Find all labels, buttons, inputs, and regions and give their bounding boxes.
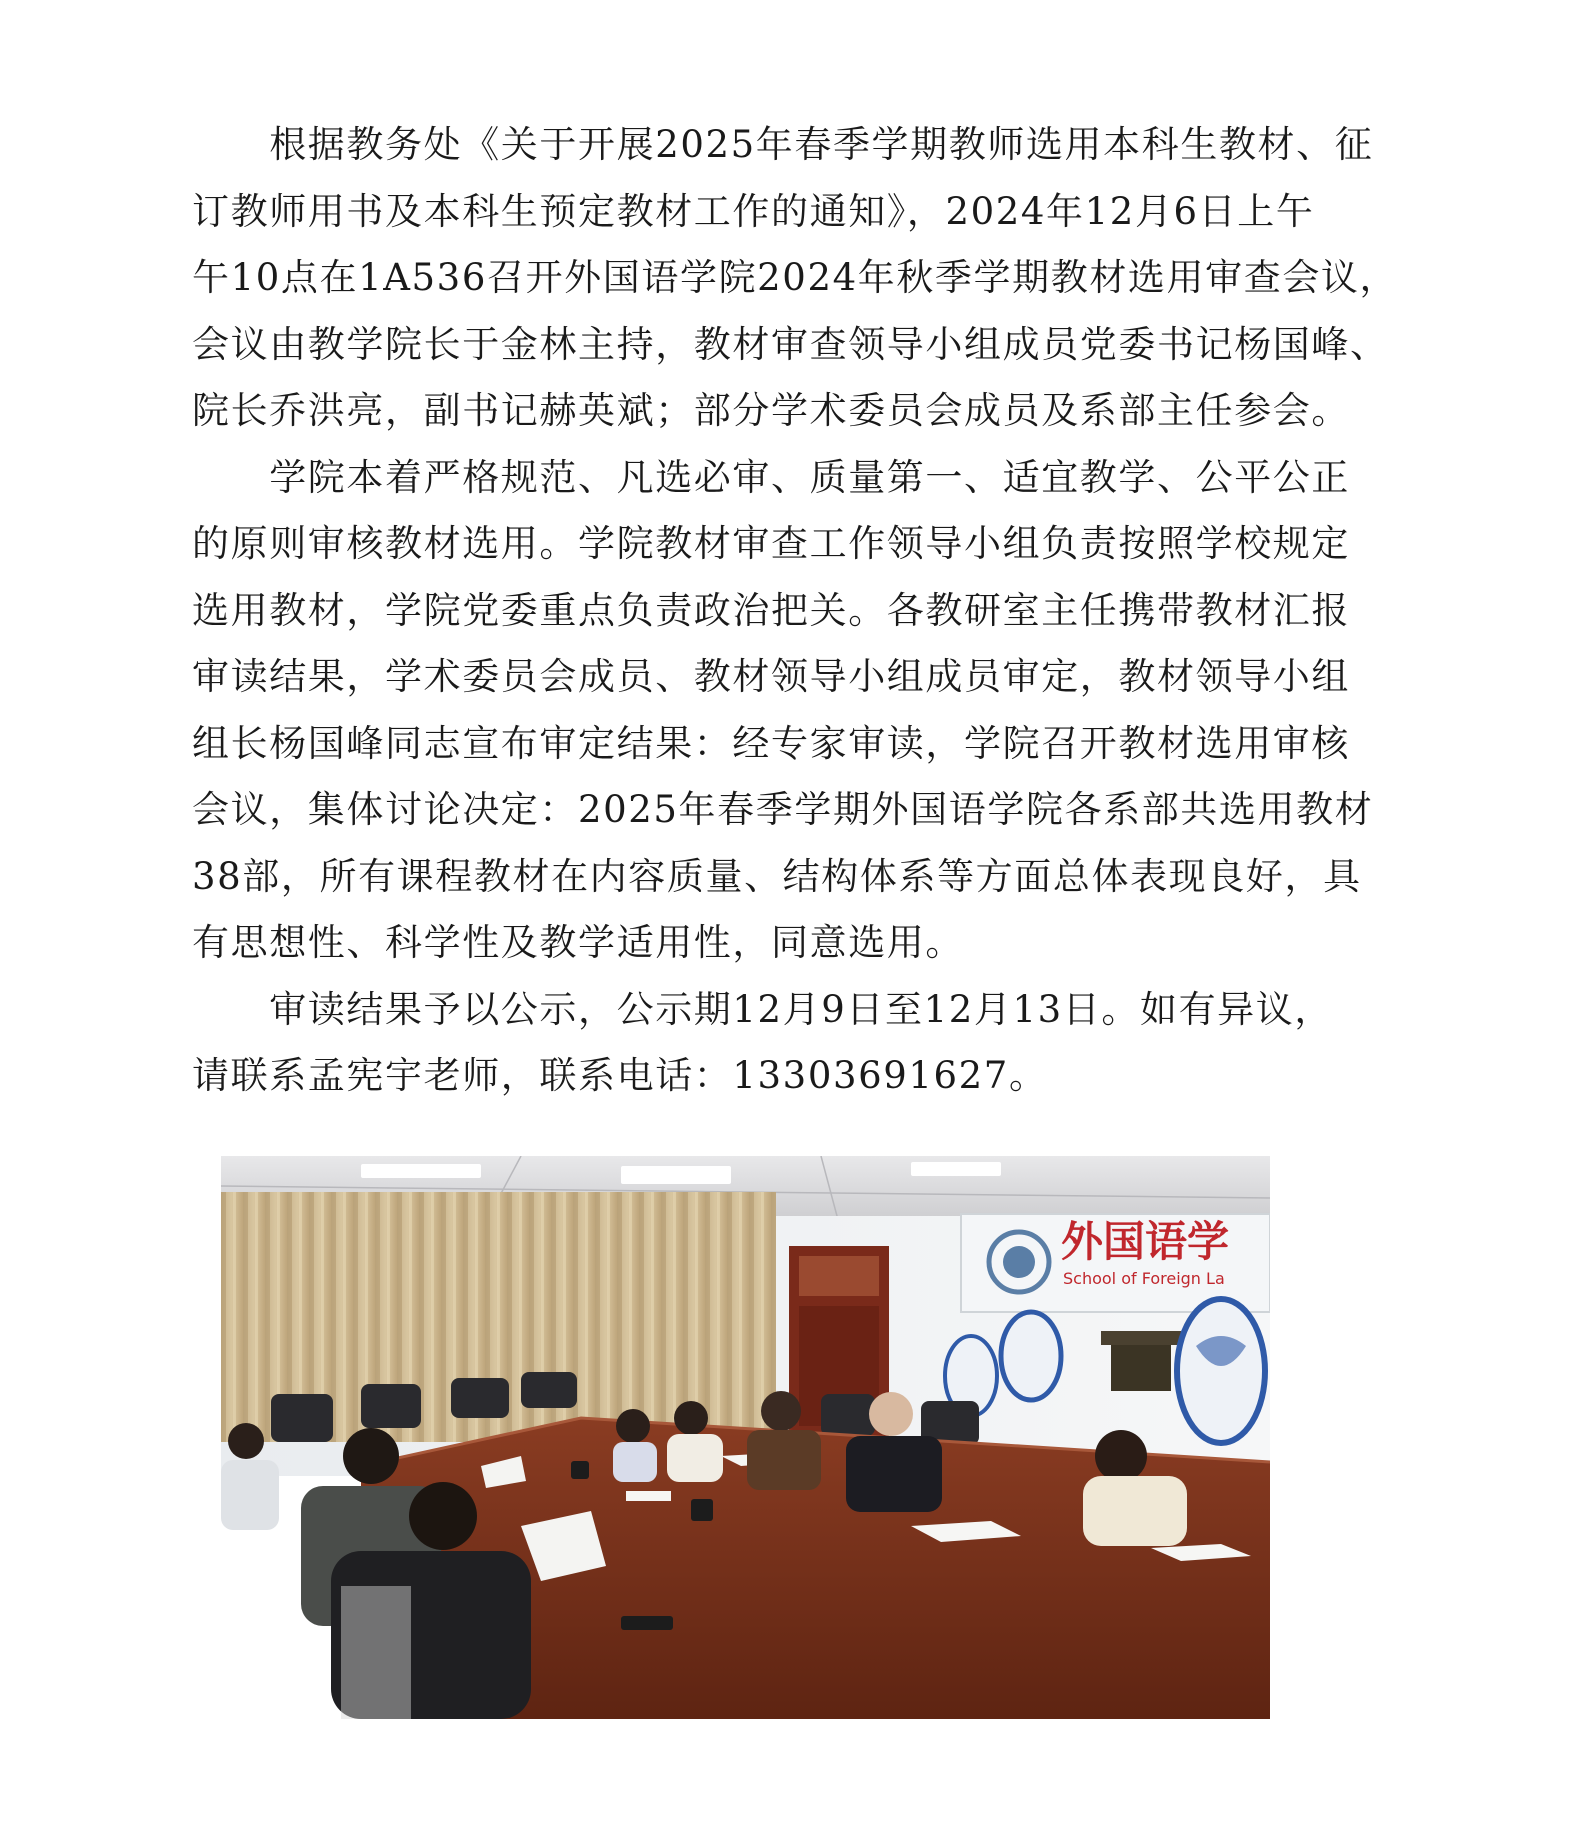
notice-body bbox=[192, 112, 1402, 1110]
paragraph-line: 会议由教学院长于金林主持，教材审查领导小组成员党委书记杨国峰、 bbox=[192, 322, 1389, 366]
paragraph-line: 订教师用书及本科生预定教材工作的通知》，2024年12月6日上午 bbox=[192, 189, 1315, 233]
paragraph-line: 审读结果，学术委员会成员、教材领导小组成员审定，教材领导小组 bbox=[192, 655, 1350, 698]
paragraph-line: 根据教务处《关于开展2025年春季学期教师选用本科生教材、征 bbox=[192, 123, 1374, 166]
paragraph-line: 组长杨国峰同志宣布审定结果：经专家审读，学院召开教材选用审核 bbox=[192, 721, 1350, 765]
paragraph-line: 会议，集体讨论决定：2025年春季学期外国语学院各系部共选用教材 bbox=[192, 788, 1374, 831]
paragraph-line: 院长乔洪亮，副书记赫英斌；部分学术委员会成员及系部主任参会。 bbox=[192, 389, 1350, 432]
sign-english-text: School of Foreign La bbox=[1063, 1269, 1225, 1288]
paragraph-line: 的原则审核教材选用。学院教材审查工作领导小组负责按照学校规定 bbox=[192, 522, 1350, 565]
paragraph-line: 审读结果予以公示，公示期12月9日至12月13日。如有异议， bbox=[192, 987, 1333, 1031]
sign-chinese-text: 外国语学 bbox=[1061, 1217, 1230, 1266]
paragraph-line: 学院本着严格规范、凡选必审、质量第一、适宜教学、公平公正 bbox=[192, 455, 1350, 499]
paragraph-line: 有思想性、科学性及教学适用性，同意选用。 bbox=[192, 921, 964, 964]
paragraph-line: 38部，所有课程教材在内容质量、结构体系等方面总体表现良好，具 bbox=[192, 854, 1362, 898]
paragraph-line: 选用教材，学院党委重点负责政治把关。各教研室主任携带教材汇报 bbox=[192, 588, 1350, 632]
meeting-photo bbox=[221, 1156, 1270, 1719]
paragraph-line: 请联系孟宪宇老师，联系电话：13303691627。 bbox=[192, 1054, 1048, 1097]
paragraph-line: 午10点在1A536召开外国语学院2024年秋季学期教材选用审查会议， bbox=[192, 256, 1399, 299]
